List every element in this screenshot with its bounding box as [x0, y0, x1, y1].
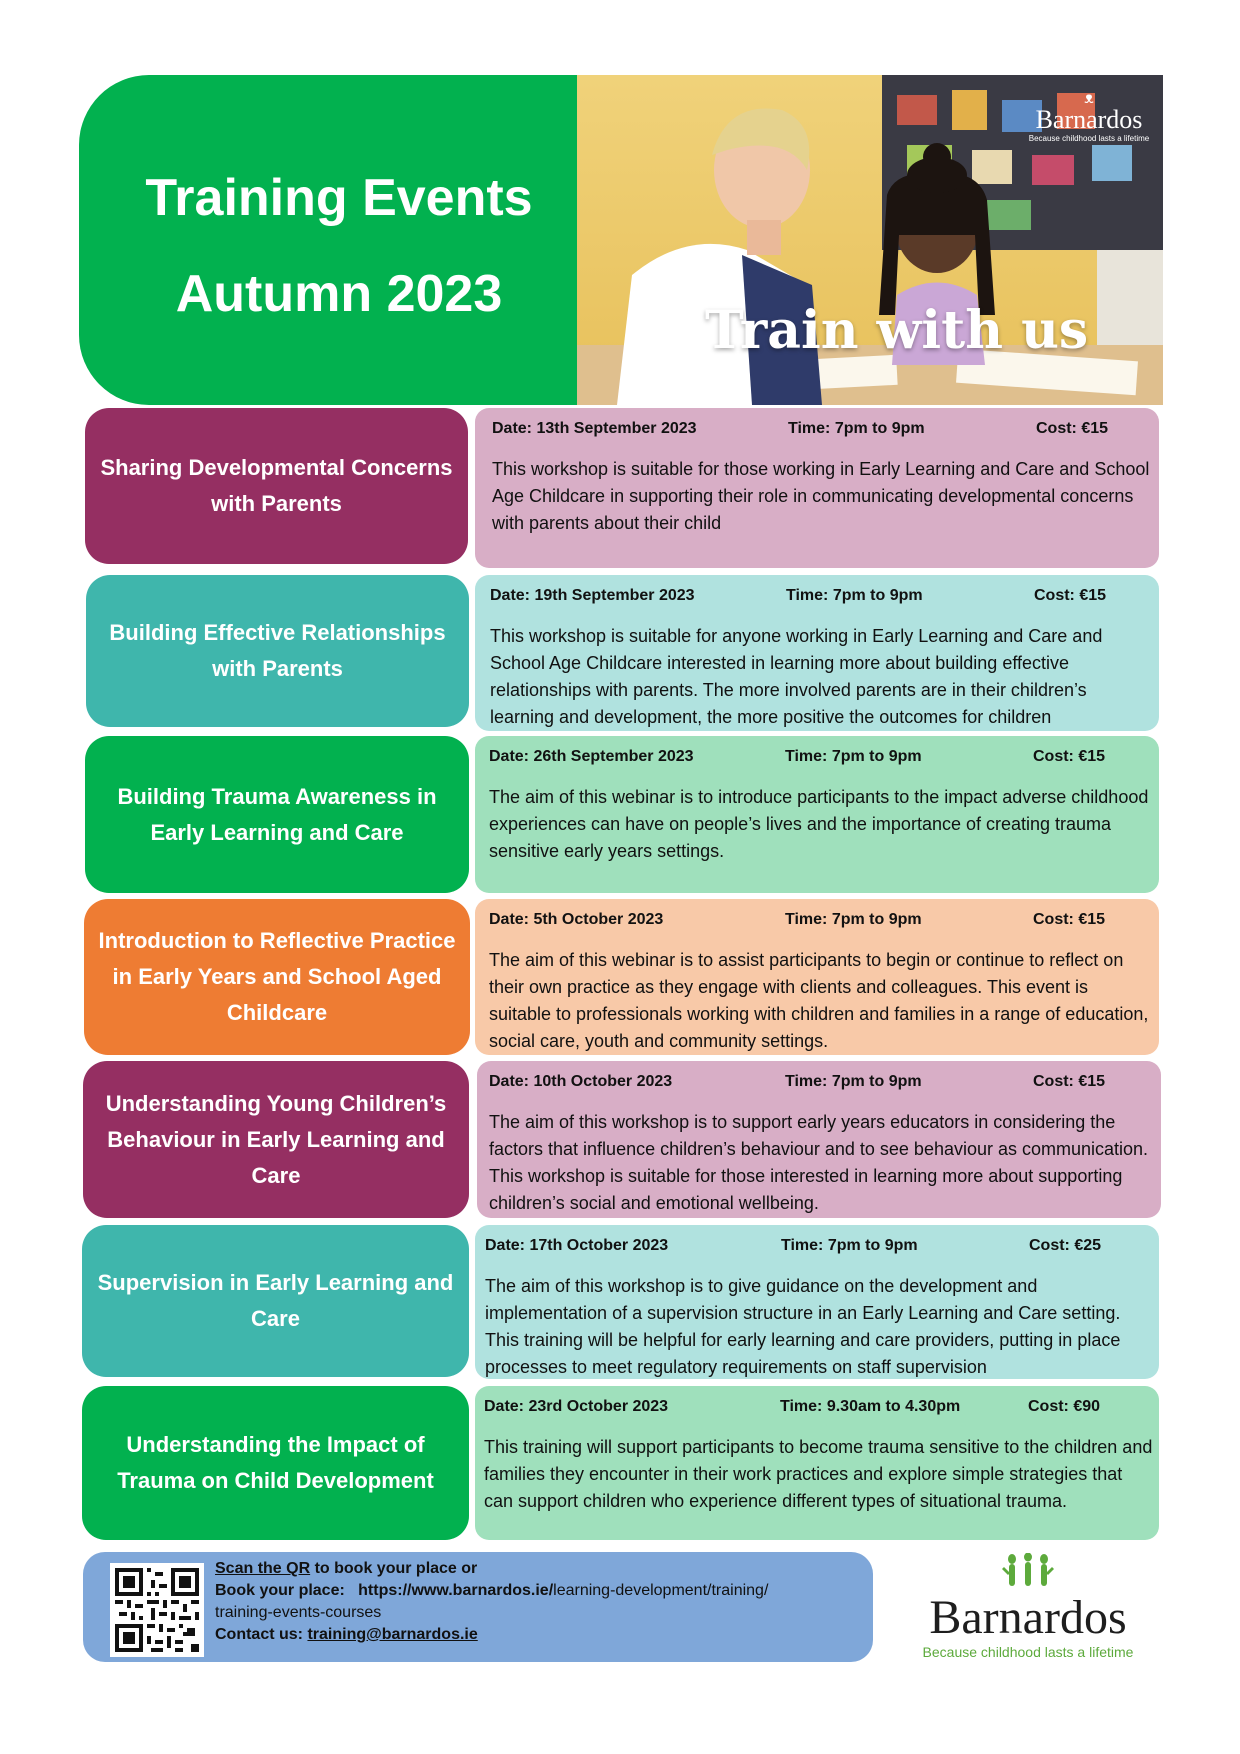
event-title: Introduction to Reflective Practice in Early Years and School Aged Childcare — [84, 899, 470, 1055]
qr-code-icon[interactable] — [110, 1563, 204, 1657]
event-details — [477, 1061, 1161, 1218]
event-details — [475, 899, 1159, 1055]
scan-line — [215, 1558, 865, 1580]
event-date: Date: 23rd October 2023 — [484, 1398, 669, 1415]
photo-logo-mark-icon: ᴥ — [1084, 90, 1094, 107]
event-date: Date: 5th October 2023 — [489, 911, 664, 928]
book-url-bold[interactable]: https://www.barnardos.ie/ — [358, 1582, 554, 1599]
scan-qr-link[interactable]: Scan the QR — [215, 1560, 311, 1577]
photo-logo-name: Barnardos — [1035, 105, 1143, 134]
event-description: The aim of this workshop is to give guidance on the development and implementation of a supervision structure in an Early Learning and Care setting. This training will be helpful for early learning and care providers, putting in place processes to meet regulatory requirements on staff supervision — [485, 1276, 1121, 1377]
scan-line-rest: to book your place or — [310, 1560, 478, 1577]
book-url-rest[interactable]: learning-development/training/ — [553, 1582, 769, 1599]
event-meta — [484, 1398, 1159, 1424]
event-date: Date: 19th September 2023 — [490, 587, 695, 604]
event-meta — [485, 1237, 1159, 1263]
event-title: Sharing Developmental Concerns with Parents — [85, 408, 468, 564]
event-title: Understanding the Impact of Trauma on Child Development — [82, 1386, 469, 1540]
photo-logo-tagline: Because childhood lasts a lifetime — [1028, 134, 1150, 143]
event-meta — [489, 1073, 1161, 1099]
book-label: Book your place: — [215, 1582, 345, 1599]
contact-label: Contact us: — [215, 1626, 303, 1643]
event-time: Time: 7pm to 9pm — [788, 420, 925, 437]
booking-info — [215, 1558, 865, 1646]
title-line-1: Training Events — [145, 169, 533, 227]
event-cost: Cost: €15 — [1033, 748, 1106, 765]
contact-email-link[interactable]: training@barnardos.ie — [307, 1626, 478, 1643]
event-cost: Cost: €15 — [1033, 1073, 1106, 1090]
event-title: Building Trauma Awareness in Early Learning and Care — [85, 736, 469, 893]
event-cost: Cost: €15 — [1033, 911, 1106, 928]
event-date: Date: 17th October 2023 — [485, 1237, 669, 1254]
event-details — [475, 1225, 1159, 1379]
event-time: Time: 7pm to 9pm — [785, 911, 922, 928]
event-meta — [490, 587, 1159, 613]
event-title: Supervision in Early Learning and Care — [82, 1225, 469, 1377]
book-url-line2[interactable]: training-events-courses — [215, 1604, 382, 1621]
event-meta — [489, 748, 1159, 774]
event-time: Time: 7pm to 9pm — [786, 587, 923, 604]
event-time: Time: 7pm to 9pm — [785, 748, 922, 765]
event-time: Time: 9.30am to 4.30pm — [780, 1398, 961, 1415]
event-date: Date: 10th October 2023 — [489, 1073, 673, 1090]
photo-caption: Train with us — [705, 300, 1089, 361]
event-description: The aim of this webinar is to introduce participants to the impact adverse childhood experiences can have on people’s lives and the importance of creating trauma sensitive early years settings. — [489, 787, 1149, 861]
event-cost: Cost: €15 — [1036, 420, 1109, 437]
event-description: This training will support participants to become trauma sensitive to the children and families they encounter in their work practices and explore simple strategies that can support children who experience different types of situational trauma. — [484, 1437, 1153, 1511]
photo-logo — [1025, 92, 1153, 144]
event-details — [475, 1386, 1159, 1540]
event-description: The aim of this workshop is to support early years educators in considering the factors that influence children’s behaviour and to see behaviour as communication. This workshop is suitable for those interested in learning more about supporting children’s social and emotional wellbeing. — [489, 1112, 1149, 1213]
event-meta — [489, 911, 1159, 937]
event-details — [475, 736, 1159, 893]
brand-name: Barnardos — [929, 1591, 1127, 1644]
event-title: Building Effective Relationships with Parents — [86, 575, 469, 727]
event-details — [475, 408, 1159, 568]
event-details — [475, 575, 1159, 731]
event-cost: Cost: €25 — [1029, 1237, 1102, 1254]
title-line-2: Autumn 2023 — [175, 265, 503, 323]
event-date: Date: 26th September 2023 — [489, 748, 694, 765]
event-description: This workshop is suitable for anyone working in Early Learning and Care and School Age Childcare interested in learning more about building effective relationships with parents. The more involved parents are in their children’s learning and development, the more positive the outcomes for children — [490, 626, 1103, 727]
contact-line — [215, 1624, 865, 1646]
barnardos-logo — [908, 1553, 1148, 1660]
event-cost: Cost: €90 — [1028, 1398, 1101, 1415]
page-title — [79, 150, 599, 342]
event-description: The aim of this webinar is to assist participants to begin or continue to reflect on their own practice as they engage with clients and colleagues. This event is suitable to professionals working with children and families in a range of education, social care, youth and community settings. — [489, 950, 1149, 1051]
event-title: Understanding Young Children’s Behaviour in Early Learning and Care — [83, 1061, 469, 1218]
event-description: This workshop is suitable for those working in Early Learning and Care and School Age Childcare in supporting their role in communicating developmental concerns with parents about their child — [492, 459, 1150, 533]
barnardos-figures-icon — [998, 1553, 1058, 1587]
brand-tagline: Because childhood lasts a lifetime — [922, 1644, 1134, 1660]
event-time: Time: 7pm to 9pm — [785, 1073, 922, 1090]
event-cost: Cost: €15 — [1034, 587, 1107, 604]
event-date: Date: 13th September 2023 — [492, 420, 697, 437]
event-time: Time: 7pm to 9pm — [781, 1237, 918, 1254]
event-meta — [492, 420, 1159, 446]
book-line — [215, 1580, 865, 1602]
